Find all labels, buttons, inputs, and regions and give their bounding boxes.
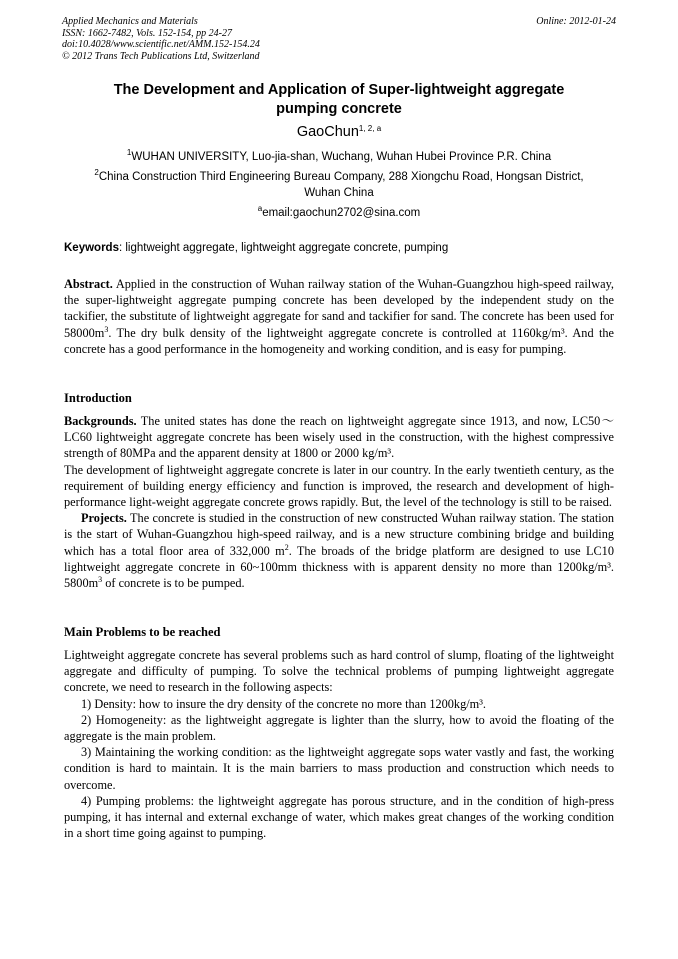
affiliation-2-cont: Wuhan China bbox=[304, 187, 374, 199]
keywords bbox=[64, 240, 614, 256]
problem-item-1: 1) Density: how to insure the dry density of the concrete no more than 1200kg/m³. bbox=[81, 696, 486, 711]
abstract: Abstract. Applied in the construction of Wuhan railway station of the Wuhan-Guangzhou high-speed railway, the super-lightweight aggregate pumping concrete has been developed by the independent study on the tackifier, the substitute of lightweight aggregate for sand and tackifier for sand. The concrete has been used for $58000m^3$. The dry bulk density of the lightweight aggregate concrete is controlled at 1160kg/m³. And the concrete has a good performance in the homogeneity and working condition, and is easy for pumping. bbox=[64, 277, 614, 356]
author-email[interactable]: $^a$email:gaochun2702@sina.com bbox=[257, 204, 421, 219]
problem-item-3: 3) Maintaining the working condition: as the lightweight aggregate sops water vastly and fast, the working condition is hard to maintain. It is the main barriers to mass production and construction which needs to overcome. bbox=[64, 745, 614, 792]
online-date: Online: 2012-01-24 bbox=[536, 16, 616, 27]
keywords-text: : lightweight aggregate, lightweight aggregate concrete, pumping bbox=[118, 242, 449, 254]
affiliation-1: $^1$WUHAN UNIVERSITY, Luo-jia-shan, Wuchang, Wuhan Hubei Province P.R. China bbox=[126, 148, 552, 163]
author-name: GaoChun bbox=[296, 124, 359, 140]
journal-copyright: © 2012 Trans Tech Publications Ltd, Switzerland bbox=[62, 50, 260, 62]
author-sup: 1, 2, a bbox=[358, 124, 382, 133]
journal-issn: ISSN: 1662-7482, Vols. 152-154, pp 24-27 bbox=[62, 27, 232, 39]
paper-title bbox=[80, 81, 598, 119]
main-problems-heading: Main Problems to be reached bbox=[64, 625, 221, 639]
problem-item-4: 4) Pumping problems: the lightweight aggregate has porous structure, and in the condition of high-press pumping, it has internal and external exchange of water, which makes great changes of the working condition in a short time going against to pumping. bbox=[64, 793, 614, 841]
journal-name: Applied Mechanics and Materials bbox=[62, 16, 198, 27]
introduction-body bbox=[64, 413, 614, 591]
backgrounds-paragraph: Backgrounds. The united states has done the reach on lightweight aggregate since 1913, and now, LC50～LC60 lightweight aggregate concrete has been wisely used in the construction, with the highest compressive strength of 80MPa and the apparent density at 1800 or 2000 kg/m³. bbox=[64, 414, 614, 461]
introduction-heading: Introduction bbox=[64, 391, 132, 405]
projects-paragraph: Projects. The concrete is studied in the construction of new constructed Wuhan railway station. The station is the start of Wuhan-Guangzhou high-speed railway, and is a new structure combining bridge and building which has a total floor area of 332,000 $m^2$. The broads of the bridge platform are designed to use LC10 lightweight aggregate concrete in 60~100mm thickness with is apparent density no more than 1200kg/m³. $5800m^3$ of concrete is to be pumped. bbox=[64, 511, 614, 591]
title-line-2: pumping concrete bbox=[276, 101, 402, 117]
main-problems-body bbox=[64, 647, 614, 841]
problem-item-2: 2) Homogeneity: as the lightweight aggregate is lighter than the slurry, how to avoid the floating of the aggregate is the main problem. bbox=[64, 712, 614, 744]
keywords-label: Keywords bbox=[64, 242, 119, 254]
journal-doi[interactable]: doi:10.4028/www.scientific.net/AMM.152-154.24 bbox=[62, 39, 260, 50]
affiliation-2: $^2$China Construction Third Engineering Bureau Company, 288 Xiongchu Road, Hongsan District, bbox=[94, 168, 584, 183]
author-line bbox=[64, 123, 614, 141]
journal-header bbox=[62, 16, 260, 62]
development-paragraph: The development of lightweight aggregate concrete is later in our country. In the early twentieth century, as the requirement of building energy efficiency and function is improved, the research and development of high-performance light-weight aggregate concrete grows rapidly. But, the level of the technology is still to be raised. bbox=[64, 462, 614, 510]
title-line-1: The Development and Application of Super-lightweight aggregate bbox=[113, 82, 565, 98]
abstract-label: Abstract. bbox=[64, 277, 113, 291]
main-problems-intro: Lightweight aggregate concrete has several problems such as hard control of slump, floating of the lightweight aggregate and difficulty of pumping. To solve the technical problems of pumping lightweight aggregate concrete, we need to research in the following aspects: bbox=[64, 648, 614, 695]
